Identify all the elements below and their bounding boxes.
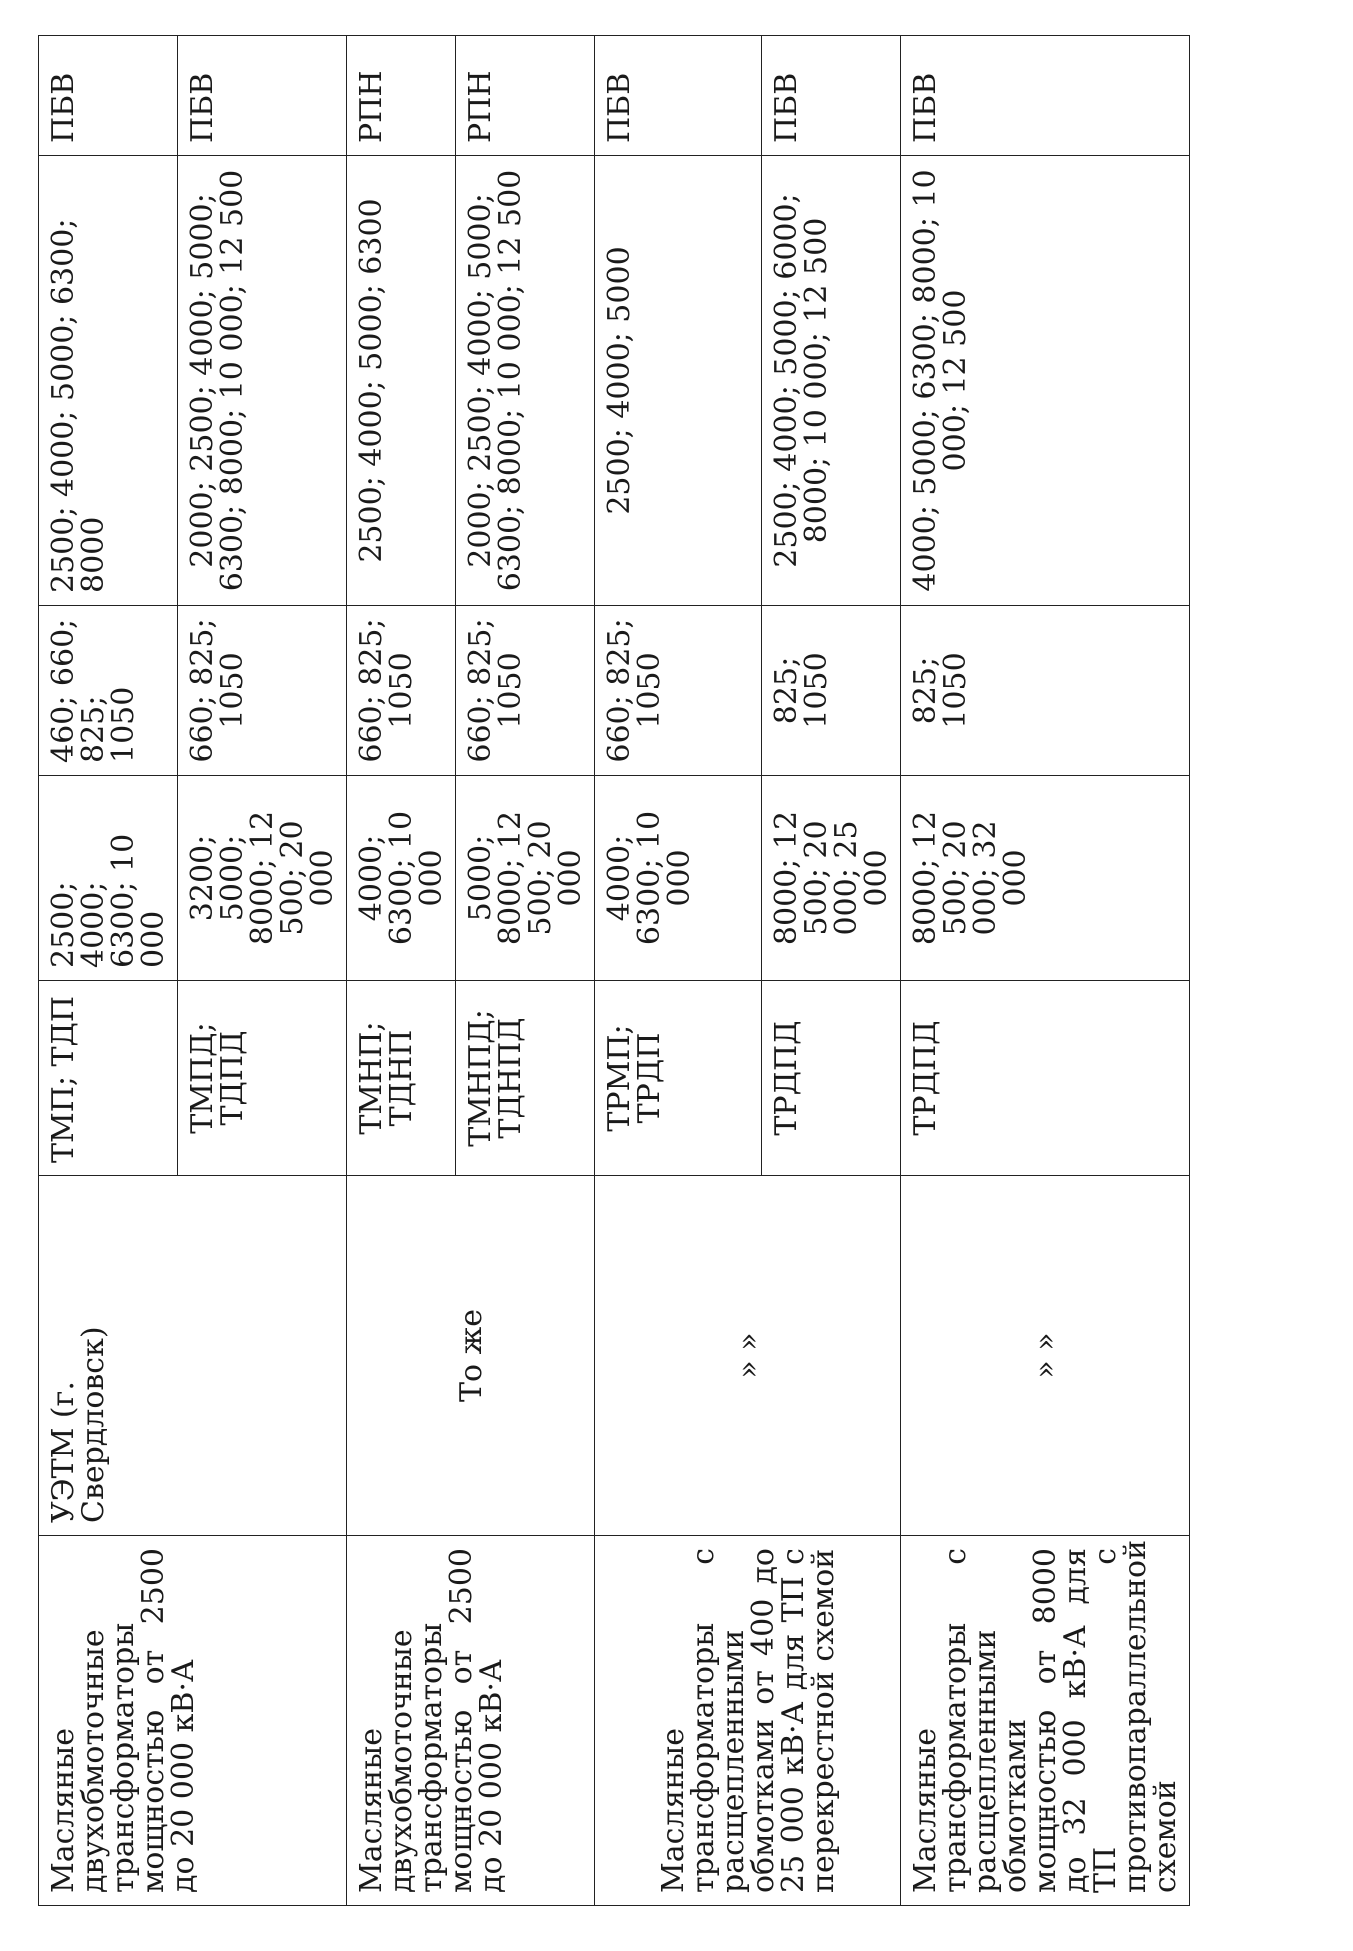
power-a-cell: 2500; 4000; 6300; 10 000 xyxy=(39,776,178,981)
switch-cell: ПБВ xyxy=(762,36,901,156)
manufacturer-cell: » » xyxy=(595,1176,901,1536)
manufacturer-cell: То же xyxy=(347,1176,595,1536)
description-cell: Масляные двухобмоточные трансформаторы мощностью от 2500 до 20 000 кВ·А xyxy=(39,1536,347,1906)
type-cell: ТМНПД; ТДНПД xyxy=(456,981,595,1176)
power-b-cell: 2500; 4000; 5000; 6000; 8000; 10 000; 12 500 xyxy=(762,156,901,606)
table-row xyxy=(39,36,178,1906)
table-row xyxy=(595,36,762,1906)
type-cell: ТРДПД xyxy=(762,981,901,1176)
type-cell: ТРДПД xyxy=(901,981,1190,1176)
voltage-cell: 460; 660; 825; 1050 xyxy=(39,606,178,776)
description-cell: Масляные двухобмоточные трансформаторы мощностью от 2500 до 20 000 кВ·А xyxy=(347,1536,595,1906)
power-b-cell: 2000; 2500; 4000; 5000; 6300; 8000; 10 000; 12 500 xyxy=(456,156,595,606)
voltage-cell: 660; 825; 1050 xyxy=(456,606,595,776)
power-b-cell: 2000; 2500; 4000; 5000; 6300; 8000; 10 000; 12 500 xyxy=(178,156,347,606)
power-a-cell: 4000; 6300; 10 000 xyxy=(347,776,456,981)
switch-cell: ПБВ xyxy=(39,36,178,156)
type-cell: ТМНП; ТДНП xyxy=(347,981,456,1176)
voltage-cell: 825; 1050 xyxy=(762,606,901,776)
table-row xyxy=(901,36,1190,1906)
voltage-cell: 660; 825; 1050 xyxy=(595,606,762,776)
power-b-cell: 2500; 4000; 5000 xyxy=(595,156,762,606)
switch-cell: ПБВ xyxy=(178,36,347,156)
transformer-spec-table xyxy=(38,35,1190,1906)
type-cell: ТМП; ТДП xyxy=(39,981,178,1176)
type-cell: ТРМП; ТРДП xyxy=(595,981,762,1176)
power-a-cell: 5000; 8000; 12 500; 20 000 xyxy=(456,776,595,981)
voltage-cell: 825; 1050 xyxy=(901,606,1190,776)
power-a-cell: 8000; 12 500; 20 000; 25 000 xyxy=(762,776,901,981)
switch-cell: РПН xyxy=(347,36,456,156)
type-cell: ТМПД; ТДПД xyxy=(178,981,347,1176)
manufacturer-cell: » » xyxy=(901,1176,1190,1536)
power-b-cell: 2500; 4000; 5000; 6300; 8000 xyxy=(39,156,178,606)
description-cell: Масляные трансформаторы с расщепленными обмотками от 400 до 25 000 кВ·А для ТП с перекрестной схемой xyxy=(595,1536,901,1906)
power-b-cell: 4000; 5000; 6300; 8000; 10 000; 12 500 xyxy=(901,156,1190,606)
power-a-cell: 4000; 6300; 10 000 xyxy=(595,776,762,981)
power-a-cell: 3200; 5000; 8000; 12 500; 20 000 xyxy=(178,776,347,981)
voltage-cell: 660; 825; 1050 xyxy=(347,606,456,776)
switch-cell: РПН xyxy=(456,36,595,156)
power-a-cell: 8000; 12 500; 20 000; 32 000 xyxy=(901,776,1190,981)
voltage-cell: 660; 825; 1050 xyxy=(178,606,347,776)
switch-cell: ПБВ xyxy=(595,36,762,156)
switch-cell: ПБВ xyxy=(901,36,1190,156)
manufacturer-cell: УЭТМ (г. Свердловск) xyxy=(39,1176,347,1536)
power-b-cell: 2500; 4000; 5000; 6300 xyxy=(347,156,456,606)
table-row xyxy=(347,36,456,1906)
description-cell: Масляные трансформаторы с расщепленными обмотками мощностью от 8000 до 32 000 кВ·А для ТП с противопараллельной схемой xyxy=(901,1536,1190,1906)
